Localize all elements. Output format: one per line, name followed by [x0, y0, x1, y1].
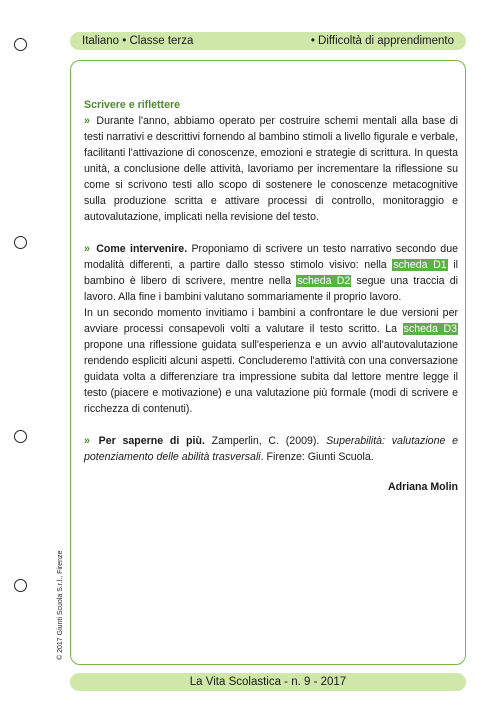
footer-text: La Vita Scolastica - n. 9 - 2017 — [189, 676, 347, 688]
method-text-3: segue una traccia di lavoro. Alla fine i bambini valutano sommariamente il proprio lavoro. — [84, 275, 458, 303]
scheda-d3-link[interactable]: scheda D3 — [403, 323, 457, 335]
binder-hole-3 — [14, 430, 27, 443]
bullet-icon: » — [84, 115, 90, 127]
scheda-d1-link[interactable]: scheda D1 — [393, 259, 447, 271]
header-topic: • Difficoltà di apprendimento — [310, 35, 454, 47]
header-subject: Italiano • Classe terza — [82, 35, 194, 47]
section-title: Scrivere e riflettere — [84, 99, 180, 111]
binder-hole-1 — [14, 38, 27, 51]
references-text-2: . Firenze: Giunti Scuola. — [260, 451, 374, 463]
page-footer — [70, 673, 466, 691]
method-paragraph — [84, 241, 458, 305]
method-text-5: propone una riflessione guidata sull'esperienza e un avvio all'autovalutazione rendendo espliciti alcuni aspetti. Concluderemo l'attività con una conversazione guidata volta a differenziare tra impressione subita dal lettore mentre legge il testo (piacere e motivazione) e una valutazione più formale (modi di scrivere e ricchezza di contenuti). — [84, 339, 458, 415]
article-body — [84, 97, 458, 495]
book-title: Superabilità: valutazione e potenziamento delle abilità trasversali — [84, 435, 458, 463]
intro-text: Durante l'anno, abbiamo operato per costruire schemi mentali alla base di testi narrativi e descrittivi fornendo al bambino stimoli a livello figurale e verbale, facilitanti l'attivazione di conoscenze, emozioni e strategie di scrittura. In questa unità, a conclusione delle attività, lavoriamo per incrementare la riflessione su come si scrivono testi allo scopo di sostenere le conoscenze metacognitive sulla produzione scritta e attivare processi di controllo, monitoraggio e autovalutazione, implicati nella revisione del testo. — [84, 115, 458, 223]
references-text-1: Zamperlin, C. (2009). — [204, 435, 327, 447]
binder-hole-2 — [14, 236, 27, 249]
author-name: Adriana Molin — [387, 481, 458, 493]
method-text-1: Proponiamo di scrivere un testo narrativo secondo due modalità differenti, a partire dallo stesso stimolo visivo: nella — [84, 243, 458, 271]
method-lead: Come intervenire. — [96, 243, 188, 255]
bullet-icon: » — [84, 435, 90, 447]
method-text-4: In un secondo momento invitiamo i bambini a confrontare le due versioni per avviare processi consapevoli volti a valutare il testo scritto. La — [84, 307, 458, 335]
references-paragraph — [84, 433, 458, 465]
binder-hole-4 — [14, 579, 27, 592]
bullet-icon: » — [84, 243, 90, 255]
page-header — [70, 32, 466, 50]
intro-paragraph — [84, 113, 458, 225]
scheda-d2-link[interactable]: scheda D2 — [297, 275, 351, 287]
method-paragraph-2 — [84, 305, 458, 417]
method-text-2: il bambino è libero di scrivere, mentre nella — [84, 259, 458, 287]
references-lead: Per saperne di più. — [98, 435, 205, 447]
copyright-notice: © 2017 Giunti Scuola S.r.l., Firenze — [57, 550, 64, 660]
